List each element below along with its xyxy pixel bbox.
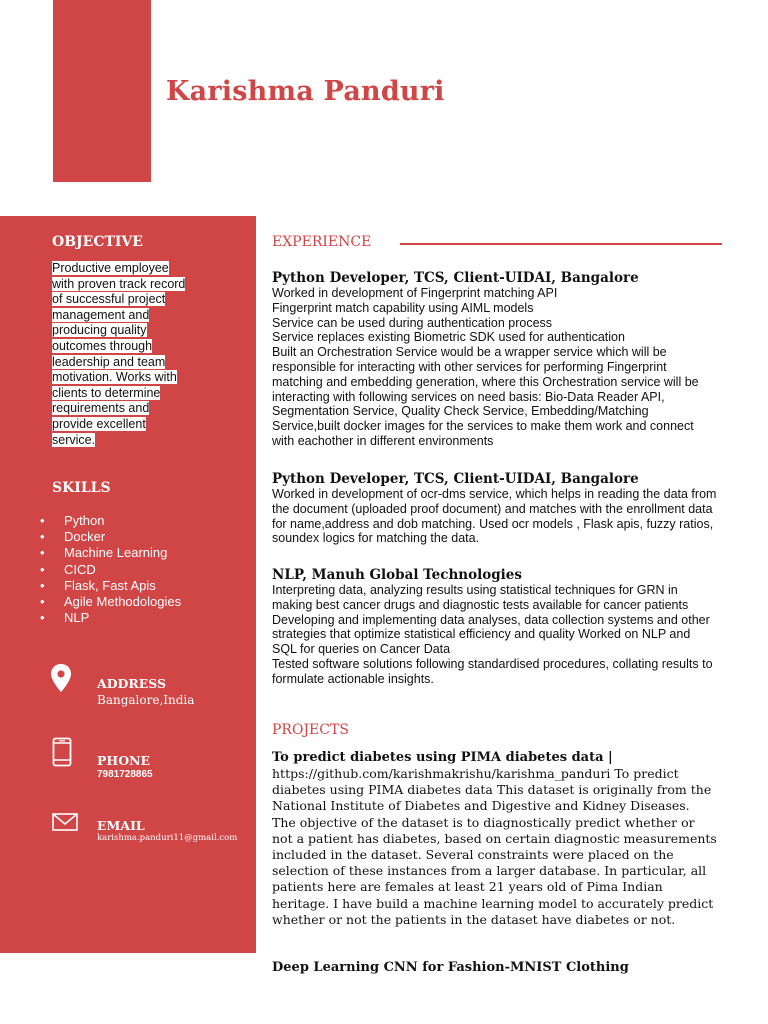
project-title: Deep Learning CNN for Fashion-MNIST Clothing xyxy=(272,960,629,975)
skill-item: • Python xyxy=(40,513,181,529)
job-line: Built an Orchestration Service would be a wrapper service which will be responsible for interacting with other services for performing Fingerprint matching and embedding generation, where this Orchestration service will be interacting with following services on need basis: Bio-Data Reader API, Segmentation Service, Quality Check Service, Embedding/Matching Service,built docker images for the services to make them work and connect with eachother in different environments xyxy=(272,345,699,448)
email-value: karishma.panduri11@gmail.com xyxy=(97,833,238,843)
job-description xyxy=(272,286,717,449)
skill-item: • Agile Methodologies xyxy=(40,594,181,610)
job-title: NLP, Manuh Global Technologies xyxy=(272,567,522,583)
experience-divider xyxy=(400,243,722,245)
phone-value: 7981728865 xyxy=(97,769,153,780)
address-label: ADDRESS xyxy=(97,676,167,691)
job-line: Service replaces existing Biometric SDK used for authentication xyxy=(272,330,625,345)
job-title: Python Developer, TCS, Client-UIDAI, Bangalore xyxy=(272,471,639,487)
job-entry xyxy=(272,567,717,687)
skill-item: • NLP xyxy=(40,610,181,626)
job-line: Interpreting data, analyzing results using statistical techniques for GRN in making best cancer drugs and diagnostic tests available for cancer patients xyxy=(272,583,689,612)
phone-label: PHONE xyxy=(97,753,151,768)
job-line: Tested software solutions following standardised procedures, collating results to formulate actionable insights. xyxy=(272,656,713,686)
skills-heading: SKILLS xyxy=(52,480,111,496)
job-entry xyxy=(272,471,717,546)
experience-heading: EXPERIENCE xyxy=(272,234,372,250)
sidebar xyxy=(0,216,256,953)
skills-list xyxy=(40,513,181,626)
project-entry xyxy=(272,750,717,928)
email-label: EMAIL xyxy=(97,818,145,833)
skill-item: • Docker xyxy=(40,529,181,545)
projects-heading: PROJECTS xyxy=(272,722,349,738)
job-line: Service can be used during authentication process xyxy=(272,315,553,330)
objective-heading: OBJECTIVE xyxy=(52,234,143,250)
job-entry xyxy=(272,270,717,449)
job-line: Developing and implementing data analyses, data collection systems and other strategies that optimize statistical efficiency and quality Worked on NLP and SQL for queries on Cancer Data xyxy=(272,612,710,657)
skill-item: • Flask, Fast Apis xyxy=(40,578,181,594)
project-title: To predict diabetes using PIMA diabetes data | xyxy=(272,750,613,765)
phone-icon xyxy=(52,737,72,772)
address-value: Bangalore,India xyxy=(97,693,195,707)
envelope-icon xyxy=(52,813,78,836)
location-pin-icon xyxy=(50,663,72,698)
job-line: Worked in development of ocr-dms service, which helps in reading the data from the document (uploaded proof document) and matches with the enrollment data for name,address and dob matching. Used ocr models , Flask apis, fuzzy ratios, soundex logics for matching the data. xyxy=(272,487,717,546)
candidate-name: Karishma Panduri xyxy=(166,76,445,107)
header-accent-block xyxy=(53,0,151,182)
job-description xyxy=(272,487,717,546)
job-title: Python Developer, TCS, Client-UIDAI, Bangalore xyxy=(272,270,639,286)
skill-item: • CICD xyxy=(40,562,181,578)
skill-item: • Machine Learning xyxy=(40,545,181,561)
project-description: https://github.com/karishmakrishu/karishma_panduri To predict diabetes using PIMA diabetes data This dataset is originally from the National Institute of Diabetes and Digestive and Kidney Diseases. The objective of the dataset is to diagnostically predict whether or not a patient has diabetes, based on certain diagnostic measurements included in the dataset. Several constraints were placed on the selection of these instances from a larger database. In particular, all patients here are females at least 21 years old of Pima Indian heritage. I have build a machine learning model to accurately predict whether or not the patients in the dataset have diabetes or not. xyxy=(272,766,717,927)
job-line: Worked in development of Fingerprint matching API xyxy=(272,286,558,300)
job-line: Fingerprint match capability using AIML models xyxy=(272,300,534,315)
objective-text: Productive employee with proven track record of successful project management and producing quality outcomes through leadership and team motivation. Works with clients to determine requirements and provide excellent service. xyxy=(52,261,186,447)
job-description xyxy=(272,583,717,687)
